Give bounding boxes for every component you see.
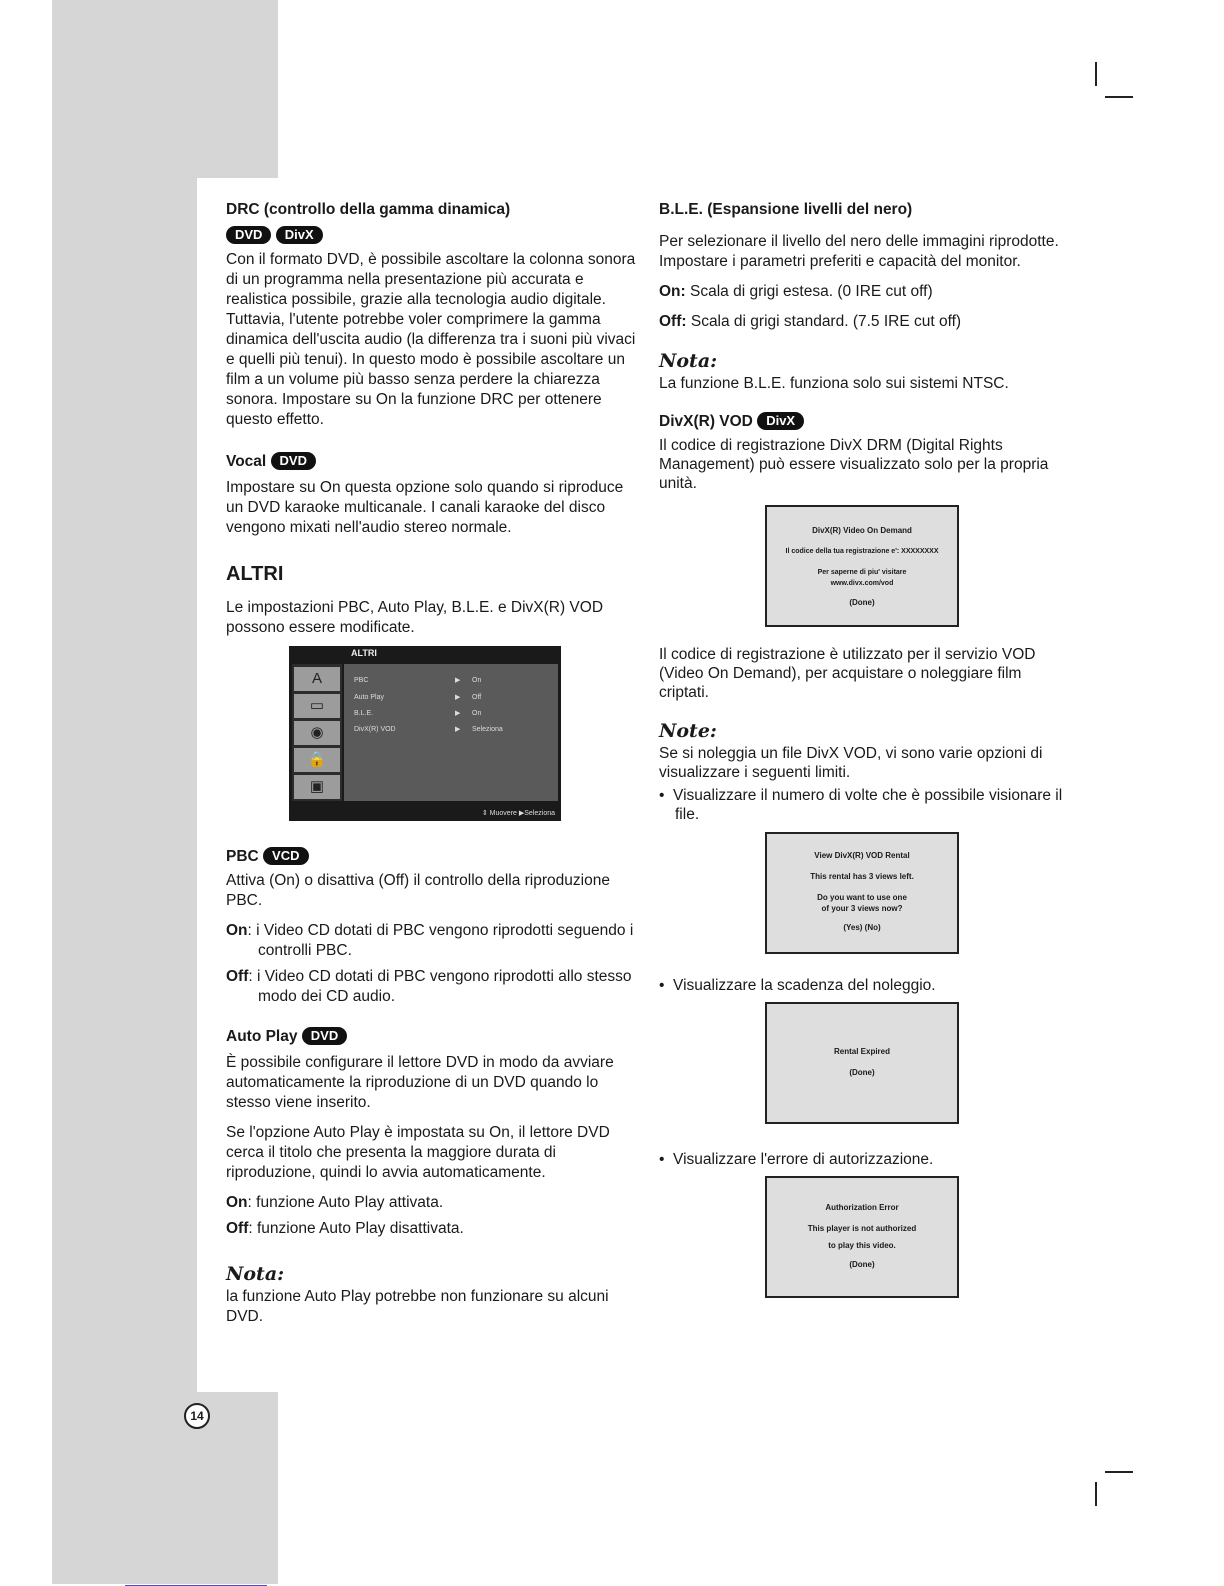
on-label: On: — [659, 283, 686, 300]
vocal-heading — [226, 452, 636, 472]
note-text: Se si noleggia un file DivX VOD, vi sono varie opzioni di visualizzare i seguenti limiti. — [659, 745, 1043, 781]
off-label: Off — [226, 1220, 249, 1237]
off-label: Off: — [659, 313, 687, 330]
ble-off-text: Scala di grigi standard. (7.5 IRE cut off) — [686, 313, 962, 330]
audio-icon: ◉ — [294, 721, 340, 745]
page-margin-band — [52, 0, 278, 178]
menu-row-label: Auto Play — [354, 694, 384, 701]
crop-mark — [1095, 62, 1097, 86]
bullet-item: • Visualizzare la scadenza del noleggio. — [659, 977, 936, 994]
divx-badge: DivX — [757, 412, 804, 430]
dvd-badge: DVD — [226, 226, 271, 244]
menu-row-value: Off — [472, 694, 482, 701]
menu-row — [354, 725, 554, 735]
dvd-badge: DVD — [271, 452, 316, 470]
autoplay-text-2: Se l'opzione Auto Play è impostata su On, il lettore DVD cerca il titolo che presenta la maggiore durata di riproduzione, quindi lo avvia automaticamente. — [226, 1124, 610, 1181]
vcd-badge: VCD — [263, 847, 308, 865]
autoplay-off — [226, 1219, 636, 1239]
crop-mark — [1105, 1471, 1133, 1473]
dialog-line: Per saperne di piu' visitare — [817, 569, 907, 576]
arrow-right-icon: ▶ — [455, 726, 461, 733]
nota-text: la funzione Auto Play potrebbe non funzionare su alcuni DVD. — [226, 1288, 609, 1325]
dialog-line: DivX(R) Video On Demand — [812, 526, 912, 535]
arrow-right-icon: ▶ — [455, 694, 461, 701]
lock-icon: 🔒 — [294, 748, 340, 772]
ble-on — [659, 282, 1071, 302]
page-margin-band — [52, 1392, 278, 1584]
rental-expired-dialog — [765, 1002, 959, 1124]
rental-views-dialog — [765, 832, 959, 954]
pbc-heading — [226, 847, 636, 867]
page-number: 14 — [184, 1403, 210, 1429]
dialog-line: to play this video. — [828, 1241, 896, 1250]
arrow-right-icon: ▶ — [455, 710, 461, 717]
menu-row-value: Seleziona — [472, 726, 503, 733]
menu-row-label: PBC — [354, 677, 369, 684]
dvd-badge: DVD — [302, 1027, 347, 1045]
nota-title: Nota: — [226, 1263, 285, 1285]
altri-menu-screenshot — [289, 646, 561, 821]
dialog-line: This rental has 3 views left. — [810, 872, 914, 881]
divx-badge: DivX — [276, 226, 323, 244]
dialog-line: View DivX(R) VOD Rental — [814, 851, 910, 860]
altri-text: Le impostazioni PBC, Auto Play, B.L.E. e DivX(R) VOD possono essere modificate. — [226, 599, 604, 636]
nota-title: Nota: — [659, 350, 718, 372]
bullet-item: • Visualizzare l'errore di autorizzazione. — [659, 1151, 934, 1168]
ble-heading: B.L.E. (Espansione livelli del nero) — [659, 201, 913, 218]
autoplay-on — [226, 1193, 636, 1213]
right-column — [659, 200, 1071, 1310]
drc-badges — [226, 226, 636, 246]
bullet-text: Visualizzare l'errore di autorizzazione. — [673, 1151, 934, 1168]
dialog-line: www.divx.com/vod — [830, 580, 894, 587]
drc-text: Con il formato DVD, è possibile ascoltare la colonna sonora di un programma nella presentazione più accurata e realistica possibile, grazie alla tecnologia audio digitale. Tuttavia, l'utente potrebbe voler comprimere la gamma dinamica dell'uscita audio (la differenza tra i suoni più vivaci e quelli più tenui). In questo modo è possibile ascoltare un film a un volume più basso senza perdere la chiarezza sonora. Impostare su On la funzione DRC per ottenere questo effetto. — [226, 251, 636, 428]
bullet-text: Visualizzare il numero di volte che è possibile visionare il file. — [673, 787, 1063, 823]
divx-vod-heading-label: DivX(R) VOD — [659, 413, 753, 430]
dialog-line: Il codice della tua registrazione e': XXXXXXXX — [785, 548, 939, 555]
ble-on-text: Scala di grigi estesa. (0 IRE cut off) — [685, 283, 933, 300]
menu-row-value: On — [472, 710, 482, 717]
arrow-right-icon: ▶ — [455, 677, 461, 684]
off-label: Off — [226, 968, 249, 985]
vocal-text: Impostare su On questa opzione solo quando si riproduce un DVD karaoke multicanale. I canali karaoke del disco vengono mixati nell'audio stereo normale. — [226, 479, 624, 536]
menu-row — [354, 693, 554, 703]
bullet-text: Visualizzare la scadenza del noleggio. — [673, 977, 936, 994]
dialog-line: This player is not authorized — [807, 1224, 917, 1233]
dialog-line: of your 3 views now? — [821, 904, 903, 913]
divx-text-2: Il codice di registrazione è utilizzato per il servizio VOD (Video On Demand), per acquistare o noleggiare film criptati. — [659, 646, 1036, 701]
menu-row — [354, 676, 554, 686]
menu-row — [354, 709, 554, 719]
pbc-on-text: : i Video CD dotati di PBC vengono riprodotti seguendo i controlli PBC. — [247, 922, 634, 959]
done-button[interactable]: (Done) — [849, 598, 875, 607]
pbc-off-text: : i Video CD dotati di PBC vengono riprodotti allo stesso modo dei CD audio. — [248, 968, 632, 1005]
nota-text: La funzione B.L.E. funziona solo sui sistemi NTSC. — [659, 375, 1009, 392]
page-margin-band — [52, 178, 197, 1392]
on-label: On — [226, 922, 248, 939]
menu-title: ALTRI — [351, 648, 377, 658]
autoplay-heading — [226, 1027, 636, 1047]
divx-text: Il codice di registrazione DivX DRM (Digital Rights Management) può essere visualizzato solo per la propria unità. — [659, 437, 1049, 492]
autoplay-on-text: : funzione Auto Play attivata. — [247, 1194, 444, 1211]
on-label: On — [226, 1194, 248, 1211]
autoplay-off-text: : funzione Auto Play disattivata. — [248, 1220, 464, 1237]
pbc-heading-label: PBC — [226, 848, 259, 865]
ble-off — [659, 312, 1071, 332]
bullet-item: • Visualizzare il numero di volte che è possibile visionare il file. — [659, 787, 1063, 823]
pbc-off — [226, 967, 636, 1007]
ble-text: Per selezionare il livello del nero delle immagini riprodotte. Impostare i parametri preferiti e capacità del monitor. — [659, 233, 1059, 270]
crop-mark — [1105, 96, 1133, 98]
menu-row-value: On — [472, 677, 482, 684]
language-icon: A — [294, 667, 340, 691]
yes-no-buttons[interactable]: (Yes) (No) — [843, 923, 881, 932]
crop-mark — [1095, 1482, 1097, 1506]
autoplay-text-1: È possibile configurare il lettore DVD in modo da avviare automaticamente la riproduzione di un DVD quando lo stesso viene inserito. — [226, 1054, 614, 1111]
done-button[interactable]: (Done) — [849, 1260, 875, 1269]
vocal-heading-label: Vocal — [226, 453, 267, 470]
menu-icon-sidebar — [292, 664, 342, 801]
menu-footer-hint: ⇕ Muovere ▶Seleziona — [481, 810, 555, 817]
menu-row-label: DivX(R) VOD — [354, 726, 396, 733]
drc-heading: DRC (controllo della gamma dinamica) — [226, 201, 511, 218]
menu-row-label: B.L.E. — [354, 710, 374, 717]
divx-vod-heading — [659, 412, 1071, 432]
left-column — [226, 200, 636, 1337]
autoplay-heading-label: Auto Play — [226, 1028, 298, 1045]
display-icon: ▭ — [294, 694, 340, 718]
altri-heading: ALTRI — [226, 563, 284, 585]
dialog-line: Do you want to use one — [817, 893, 907, 902]
others-icon: ▣ — [294, 775, 340, 799]
pbc-on — [226, 921, 636, 961]
menu-options-panel — [344, 664, 558, 801]
note-title: Note: — [659, 720, 717, 742]
divx-registration-dialog — [765, 505, 959, 627]
authorization-error-dialog — [765, 1176, 959, 1298]
pbc-text: Attiva (On) o disattiva (Off) il controllo della riproduzione PBC. — [226, 872, 610, 909]
dialog-line: Rental Expired — [833, 1047, 890, 1056]
done-button[interactable]: (Done) — [849, 1068, 875, 1077]
dialog-line: Authorization Error — [825, 1203, 899, 1212]
